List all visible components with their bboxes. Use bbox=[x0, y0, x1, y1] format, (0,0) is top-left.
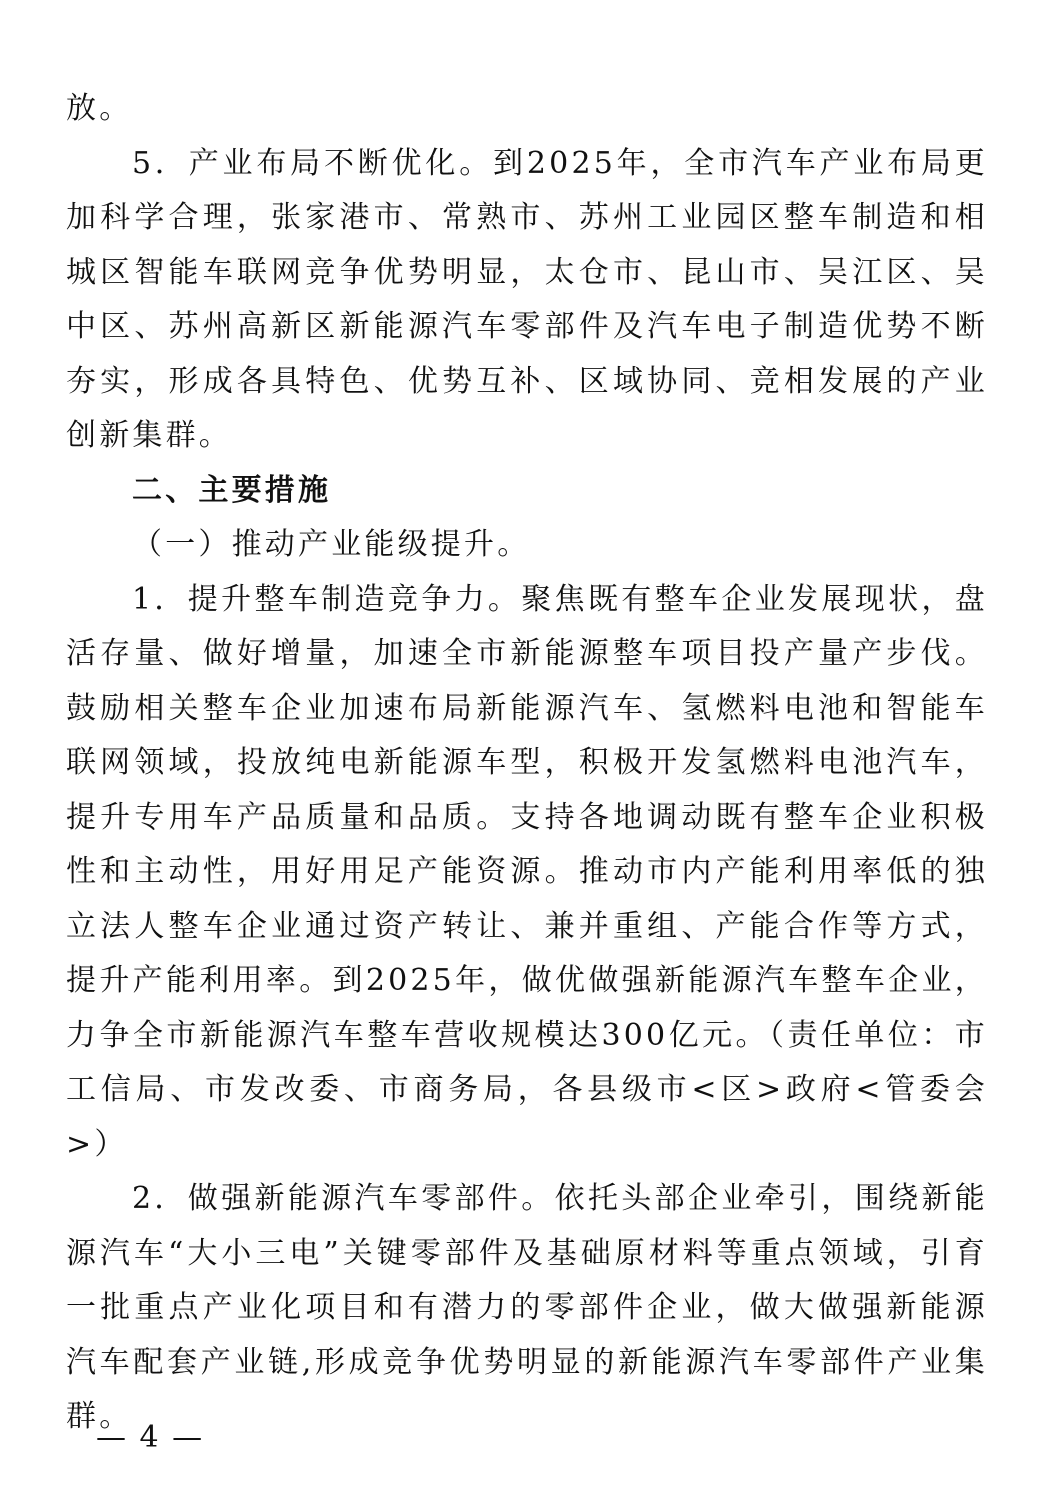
section-heading-main-measures: 二、主要措施 bbox=[132, 472, 332, 508]
paragraph-ev-components: 2．做强新能源汽车零部件。依托头部企业牵引，围绕新能源汽车“大小三电”关键零部件及基础原材料等重点领域，引育一批重点产业化项目和有潜力的零部件企业，做大做强新能源汽车配套产业链,形成竞争优势明显的新能源汽车零部件产业集群。 bbox=[66, 1181, 988, 1434]
page-number: — 4 — bbox=[96, 1420, 205, 1455]
paragraph-continuation: 放。 bbox=[66, 91, 133, 126]
document-body bbox=[66, 82, 988, 1445]
paragraph-vehicle-manufacturing: 1．提升整车制造竞争力。聚焦既有整车企业发展现状，盘活存量、做好增量，加速全市新能源整车项目投产量产步伐。鼓励相关整车企业加速布局新能源汽车、氢燃料电池和智能车联网领域，投放纯电新能源车型，积极开发氢燃料电池汽车，提升专用车产品质量和品质。支持各地调动既有整车企业积极性和主动性，用好用足产能资源。推动市内产能利用率低的独立法人整车企业通过资产转让、兼并重组、产能合作等方式，提升产能利用率。到2025年，做优做强新能源汽车整车企业，力争全市新能源汽车整车营收规模达300亿元。（责任单位：市工信局、市发改委、市商务局，各县级市<区>政府<管委会>） bbox=[66, 581, 988, 1162]
subsection-heading-industry-upgrade: （一）推动产业能级提升。 bbox=[132, 527, 531, 562]
paragraph-industrial-layout: 5．产业布局不断优化。到2025年，全市汽车产业布局更加科学合理，张家港市、常熟市、苏州工业园区整车制造和相城区智能车联网竞争优势明显，太仓市、昆山市、吴江区、吴中区、苏州高新区新能源汽车零部件及汽车电子制造优势不断夯实，形成各具特色、优势互补、区域协同、竞相发展的产业创新集群。 bbox=[66, 145, 988, 453]
